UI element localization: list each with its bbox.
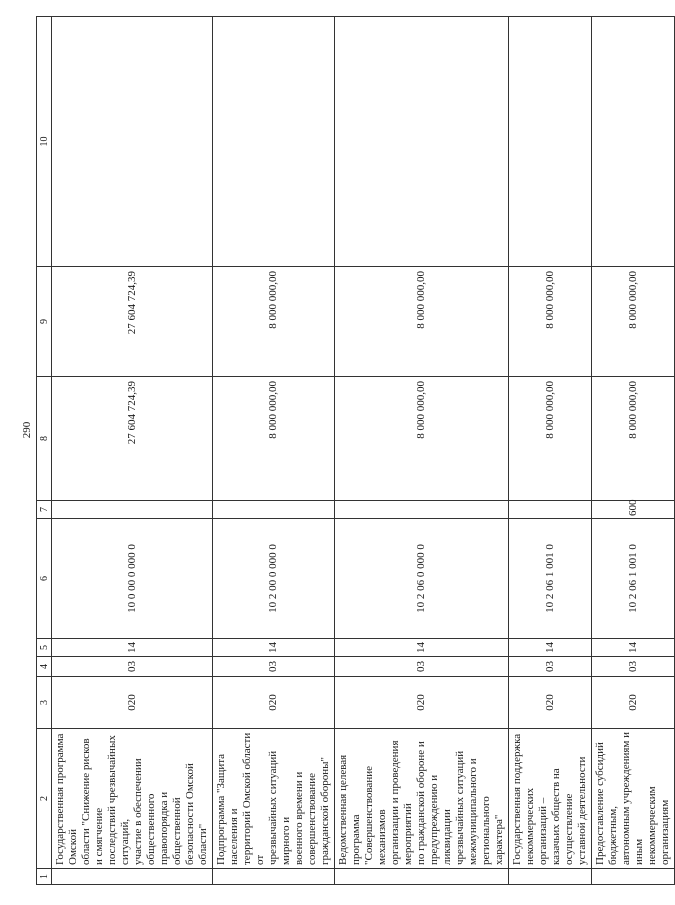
item-name-cell: Государственная поддержка некоммерческих организаций – казачьих обществ на осуществление уставной деятельности [509,729,592,869]
expense-type-cell [509,501,592,519]
section-code-cell: 03 [592,657,675,677]
amount-cell [52,17,213,267]
target-article-cell: 10 2 00 0 000 0 [213,519,335,639]
amount-cell: 8 000 000,00 [213,267,335,377]
section-code-cell: 03 [509,657,592,677]
admin-code-cell: 020 [592,677,675,729]
column-number: 6 [37,519,52,639]
row-index-cell [592,869,675,885]
amount-cell: 8 000 000,00 [592,377,675,501]
section-code-cell: 03 [52,657,213,677]
column-number: 3 [37,677,52,729]
row-index-cell [52,869,213,885]
row-index-cell [335,869,509,885]
amount-cell: 27 604 724,39 [52,377,213,501]
amount-cell: 8 000 000,00 [592,267,675,377]
expense-type-cell [213,501,335,519]
admin-code-cell: 020 [335,677,509,729]
amount-cell [335,17,509,267]
page-number: 290 [21,421,33,439]
subsection-code-cell: 14 [335,639,509,657]
target-article-cell: 10 2 06 0 000 0 [335,519,509,639]
admin-code-cell: 020 [213,677,335,729]
column-number: 8 [37,377,52,501]
column-number-row [37,17,52,885]
section-code-cell: 03 [213,657,335,677]
subsection-code-cell: 14 [509,639,592,657]
amount-cell [509,17,592,267]
budget-table [36,16,675,885]
column-number: 2 [37,729,52,869]
table-row [592,17,675,885]
table-row [509,17,592,885]
table-row [335,17,509,885]
amount-cell: 27 604 724,39 [52,267,213,377]
subsection-code-cell: 14 [213,639,335,657]
section-code-cell: 03 [335,657,509,677]
item-name-cell: Государственная программа Омской области "Снижение рисков и смягчение последствий чрезвычайных ситуаций, участие в обеспечении общественного правопорядка и общественной безопасности Омской области" [52,729,213,869]
column-number: 7 [37,501,52,519]
amount-cell [592,17,675,267]
target-article-cell: 10 0 00 0 000 0 [52,519,213,639]
target-article-cell: 10 2 06 1 001 0 [592,519,675,639]
item-name-cell: Ведомственная целевая программа "Совершенствование механизмов организации и проведения мероприятий по гражданской обороне и предупреждению и ликвидации чрезвычайных ситуаций межмуниципального и регионального характера" [335,729,509,869]
item-name-cell: Предоставление субсидий бюджетным, автономным учреждениям и иным некоммерческим организациям [592,729,675,869]
column-number: 10 [37,17,52,267]
amount-cell [213,17,335,267]
target-article-cell: 10 2 06 1 001 0 [509,519,592,639]
column-number: 9 [37,267,52,377]
expense-type-cell [335,501,509,519]
table-row [52,17,213,885]
amount-cell: 8 000 000,00 [509,377,592,501]
expense-type-cell [52,501,213,519]
table-row [213,17,335,885]
amount-cell: 8 000 000,00 [335,377,509,501]
amount-cell: 8 000 000,00 [509,267,592,377]
amount-cell: 8 000 000,00 [213,377,335,501]
subsection-code-cell: 14 [592,639,675,657]
row-index-cell [213,869,335,885]
column-number: 5 [37,639,52,657]
column-number: 1 [37,869,52,885]
admin-code-cell: 020 [509,677,592,729]
row-index-cell [509,869,592,885]
admin-code-cell: 020 [52,677,213,729]
expense-type-cell: 600 [592,501,675,519]
column-number: 4 [37,657,52,677]
subsection-code-cell: 14 [52,639,213,657]
item-name-cell: Подпрограмма "Защита населения и территорий Омской области от чрезвычайных ситуаций мирного и военного времени и совершенствование гражданской обороны" [213,729,335,869]
amount-cell: 8 000 000,00 [335,267,509,377]
